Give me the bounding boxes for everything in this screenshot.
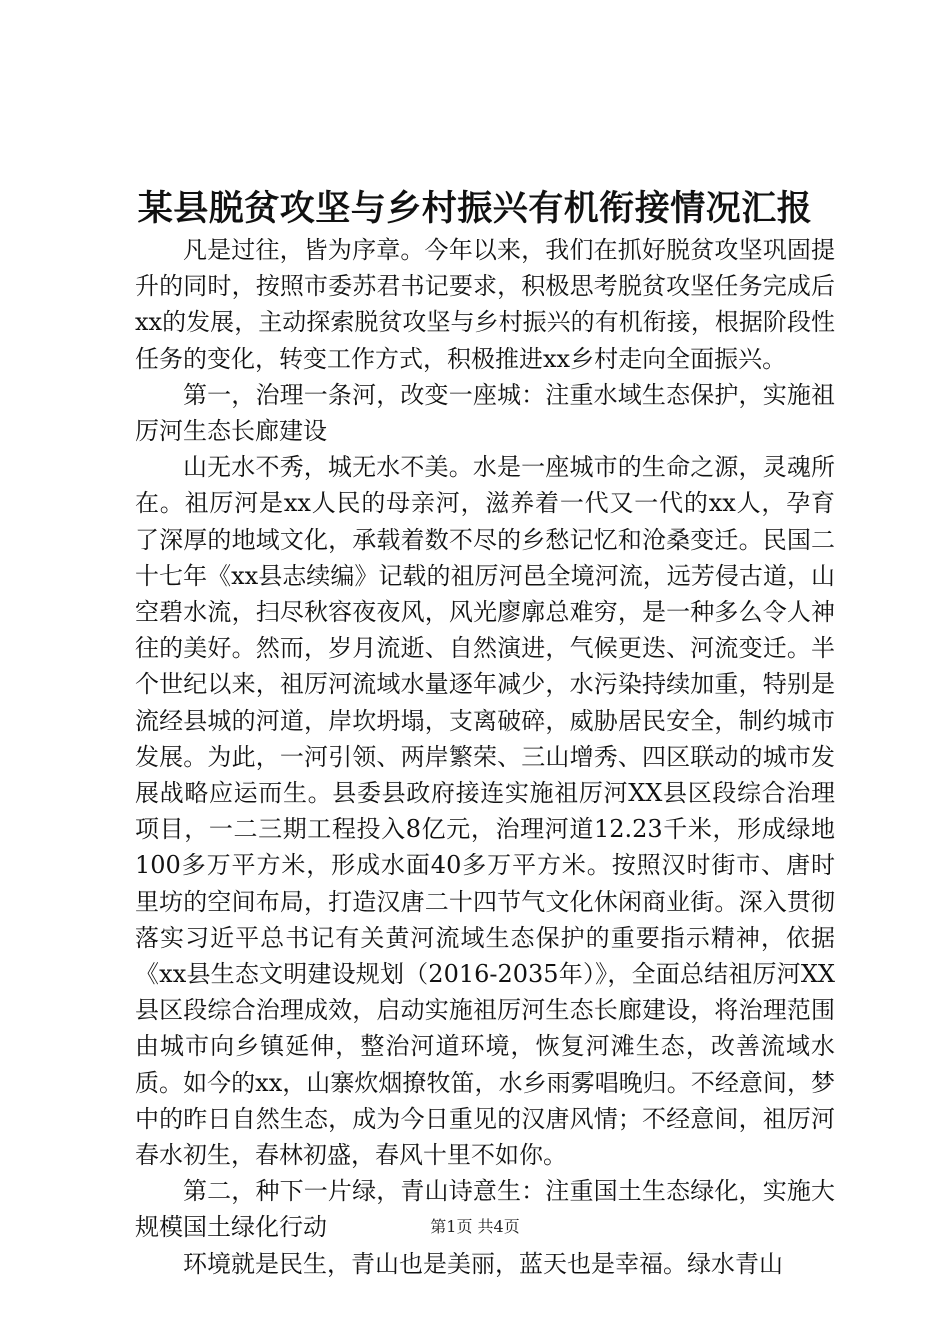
document-body [135, 232, 835, 1282]
section-heading-1: 第一，治理一条河，改变一座城：注重水域生态保护，实施祖厉河生态长廊建设 [135, 380, 835, 446]
paragraph-green: 环境就是民生，青山也是美丽，蓝天也是幸福。绿水青山 [183, 1249, 783, 1278]
document-title: 某县脱贫攻坚与乡村振兴有机衔接情况汇报 [137, 188, 813, 229]
paragraph-river: 山无水不秀，城无水不美。水是一座城市的生命之源，灵魂所在。祖厉河是xx人民的母亲河，滋养着一代又一代的xx人，孕育了深厚的地域文化，承载着数不尽的乡愁记忆和沧桑变迁。民国二十七年《xx县志续编》记载的祖厉河邑全境河流，远芳侵古道，山空碧水流，扫尽秋容夜夜风，风光廖廓总难穷，是一种多么令人神往的美好。然而，岁月流逝、自然演进，气候更迭、河流变迁。半个世纪以来，祖厉河流域水量逐年减少，水污染持续加重，特别是流经县城的河道，岸坎坍塌，支离破碎，威胁居民安全，制约城市发展。为此，一河引领、两岸繁荣、三山增秀、四区联动的城市发展战略应运而生。县委县政府接连实施祖厉河XX县区段综合治理项目，一二三期工程投入8亿元，治理河道12.23千米，形成绿地100多万平方米，形成水面40多万平方米。按照汉时街市、唐时里坊的空间布局，打造汉唐二十四节气文化休闲商业街。深入贯彻落实习近平总书记有关黄河流域生态保护的重要指示精神，依据《xx县生态文明建设规划（2016-2035年）》，全面总结祖厉河XX县区段综合治理成效，启动实施祖厉河生态长廊建设，将治理范围由城市向乡镇延伸，整治河道环境，恢复河滩生态，改善流域水质。如今的xx，山寨炊烟撩牧笛，水乡雨雾唱晚归。不经意间，梦中的昨日自然生态，成为今日重见的汉唐风情；不经意间，祖厉河春水初生，春林初盛，春风十里不如你。 [135, 453, 835, 1170]
paragraph-intro: 凡是过往，皆为序章。今年以来，我们在抓好脱贫攻坚巩固提升的同时，按照市委苏君书记要求，积极思考脱贫攻坚任务完成后xx的发展，主动探索脱贫攻坚与乡村振兴的有机衔接，根据阶段性任务的变化，转变工作方式，积极推进xx乡村走向全面振兴。 [135, 236, 835, 373]
page-number-footer: 第1页 共4页 [430, 1217, 520, 1236]
section-heading-2: 第二，种下一片绿，青山诗意生：注重国土生态绿化，实施大规模国土绿化行动 [135, 1177, 835, 1242]
